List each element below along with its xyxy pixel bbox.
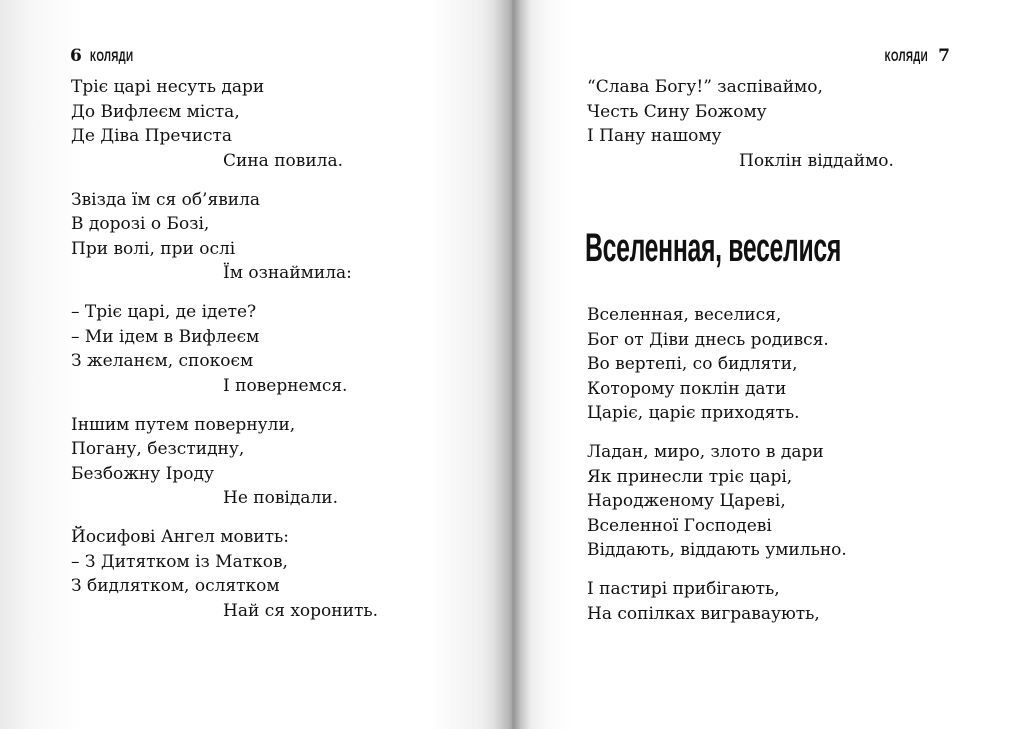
verse-line: Вселенная, веселися, bbox=[587, 305, 782, 325]
verse-line-indented: Поклін віддаймо. bbox=[739, 150, 894, 171]
right-page-text-top bbox=[587, 75, 1007, 188]
verse-line: Народженому Цареві, bbox=[587, 491, 786, 511]
verse-line: Віддають, віддають умильно. bbox=[587, 540, 847, 560]
verse-line-indented: Їм ознаймила: bbox=[223, 263, 352, 283]
right-running-head: КОЛЯДИ bbox=[884, 48, 929, 64]
verse-line: Бог от Діви днесь родився. bbox=[587, 329, 829, 350]
left-page-header bbox=[70, 46, 152, 67]
verse-line: До Вифлеєм міста, bbox=[71, 101, 240, 122]
verse-line: І пастирі прибігають, bbox=[587, 579, 780, 599]
verse-line: В дорозі о Бозі, bbox=[71, 214, 210, 234]
right-page-text-bottom bbox=[587, 303, 1007, 641]
verse-line: Звізда їм ся об’явила bbox=[71, 189, 261, 210]
verse-line: – Тріє царі, де ідете? bbox=[71, 302, 257, 322]
verse-line: – Ми ідем в Вифлеєм bbox=[71, 326, 260, 347]
verse-line: З желанєм, спокоєм bbox=[71, 351, 254, 371]
stanza bbox=[71, 188, 491, 286]
verse-line-indented: Не повідали. bbox=[223, 488, 338, 508]
verse-line-indented: І повернемся. bbox=[223, 375, 348, 396]
right-page-number: 7 bbox=[938, 46, 950, 66]
stanza bbox=[71, 75, 491, 173]
verse-line: “Слава Богу!” заспіваймо, bbox=[587, 77, 823, 97]
stanza bbox=[587, 440, 1007, 563]
verse-line-indented: Сина повила. bbox=[223, 150, 344, 171]
stanza bbox=[71, 413, 491, 511]
book-gutter-shadow bbox=[494, 0, 530, 729]
left-page-text bbox=[71, 75, 491, 638]
verse-line: З бидлятком, ослятком bbox=[71, 576, 280, 596]
verse-line: Во вертепі, со бидляти, bbox=[587, 354, 798, 374]
verse-line: Як принесли тріє царі, bbox=[587, 466, 793, 487]
right-page-header bbox=[866, 46, 950, 67]
verse-line: Вселенної Господеві bbox=[587, 515, 772, 536]
verse-line: Честь Сину Божому bbox=[587, 101, 767, 122]
verse-line: Іншим путем повернули, bbox=[71, 414, 296, 435]
verse-line-indented: Най ся хоронить. bbox=[223, 600, 379, 621]
verse-line: Погану, безстидну, bbox=[71, 439, 245, 459]
verse-line: І Пану нашому bbox=[587, 126, 722, 146]
verse-line: Йосифові Ангел мовить: bbox=[71, 527, 289, 547]
left-page-number: 6 bbox=[70, 46, 82, 66]
verse-line: При волі, при ослі bbox=[71, 238, 236, 259]
song-title: Вселенная, веселися bbox=[585, 226, 842, 270]
stanza bbox=[587, 75, 1007, 173]
stanza bbox=[71, 300, 491, 398]
verse-line: На сопілках виграваують, bbox=[587, 603, 820, 624]
verse-line: Ладан, миро, злото в дари bbox=[587, 442, 824, 462]
stanza bbox=[587, 577, 1007, 626]
verse-line: Безбожну Іроду bbox=[71, 463, 214, 484]
stanza bbox=[71, 525, 491, 623]
verse-line: Царіє, царіє приходять. bbox=[587, 403, 800, 423]
verse-line: Которому поклін дати bbox=[587, 378, 787, 399]
verse-line: – З Дитятком із Матков, bbox=[71, 551, 288, 572]
verse-line: Тріє царі несуть дари bbox=[71, 77, 265, 97]
left-running-head: КОЛЯДИ bbox=[89, 48, 134, 64]
stanza bbox=[587, 303, 1007, 426]
verse-line: Де Діва Пречиста bbox=[71, 126, 233, 146]
